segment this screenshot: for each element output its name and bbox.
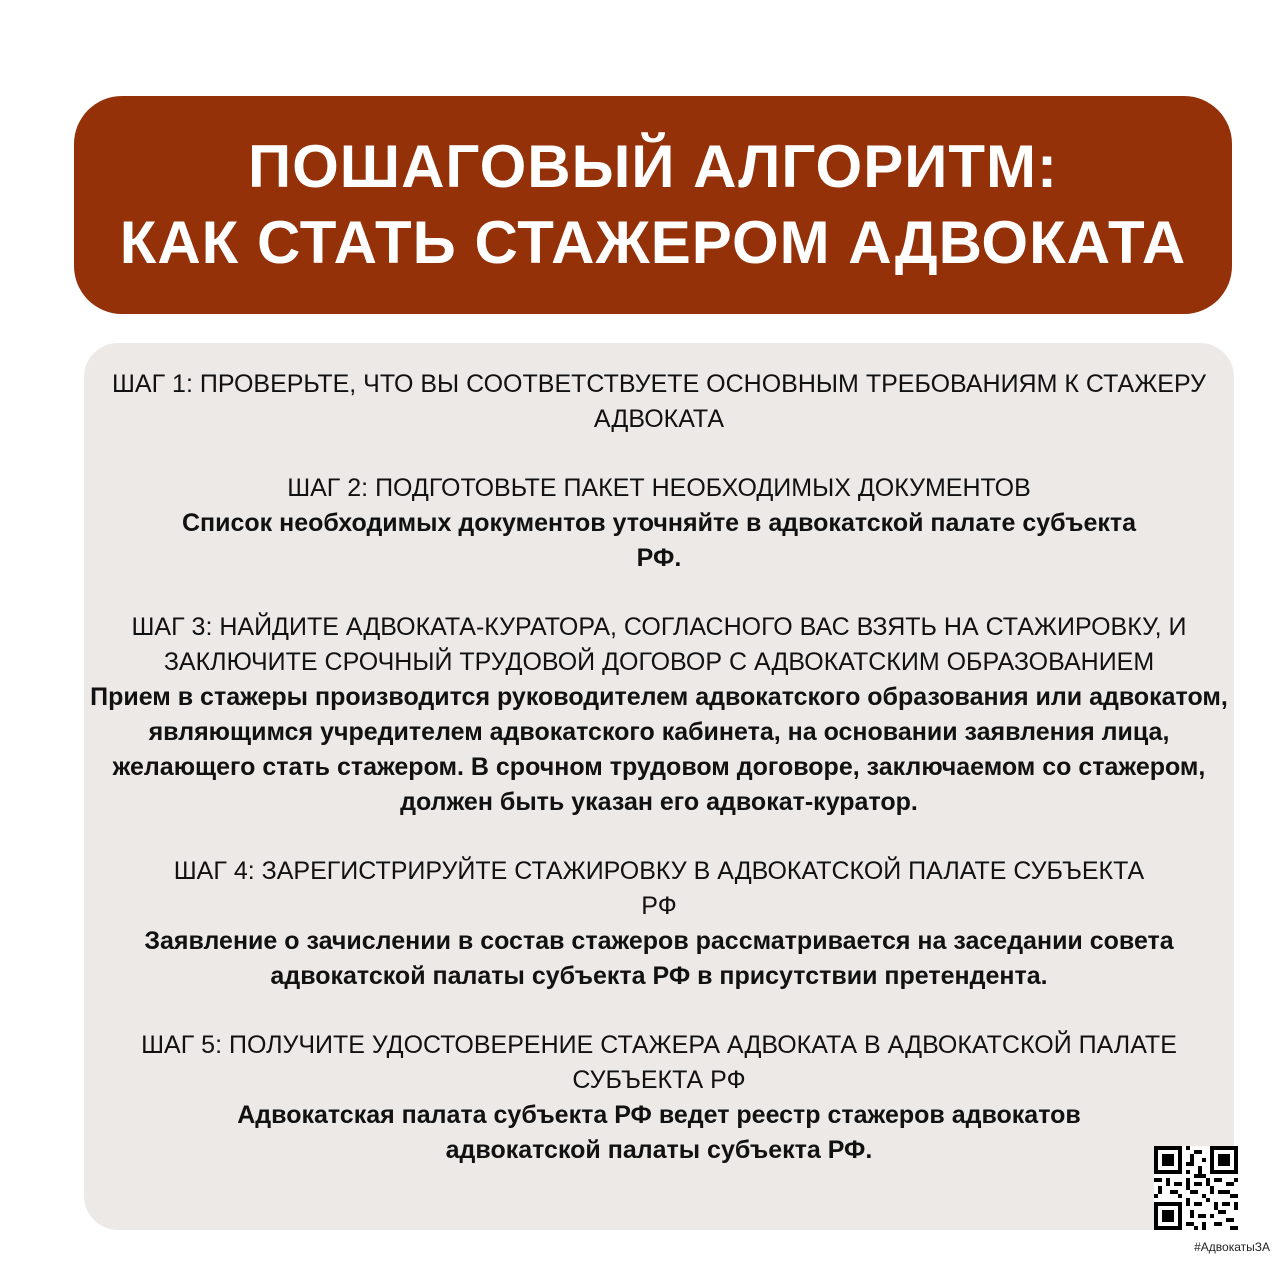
title-line-1: ПОШАГОВЫЙ АЛГОРИТМ: xyxy=(248,133,1058,200)
step-4 xyxy=(84,854,1234,994)
steps-list xyxy=(84,367,1234,1202)
step-5-title: ШАГ 5: ПОЛУЧИТЕ УДОСТОВЕРЕНИЕ СТАЖЕРА АДВОКАТА В АДВОКАТСКОЙ ПАЛАТЕ СУБЪЕКТА РФ xyxy=(141,1031,1177,1094)
step-3-description: Прием в стажеры производится руководителем адвокатского образования или адвокатом, являющимся учредителем адвокатского кабинета, на основании заявления лица, желающего стать стажером. В срочном трудовом договоре, заключаемом со стажером, должен быть указан его адвокат-куратор. xyxy=(90,683,1228,816)
steps-panel xyxy=(84,343,1234,1230)
title-line-2: КАК СТАТЬ СТАЖЕРОМ АДВОКАТА xyxy=(119,209,1187,276)
step-1-title: ШАГ 1: ПРОВЕРЬТЕ, ЧТО ВЫ СООТВЕТСТВУЕТЕ ОСНОВНЫМ ТРЕБОВАНИЯМ К СТАЖЕРУ АДВОКАТА xyxy=(111,370,1206,433)
step-5-description: Адвокатская палата субъекта РФ ведет реестр стажеров адвокатов адвокатской палаты субъекта РФ. xyxy=(237,1101,1081,1164)
qr-code-icon[interactable] xyxy=(1154,1146,1238,1230)
hashtag-label: #АдвокатыЗА xyxy=(1194,1240,1270,1254)
title-banner xyxy=(74,96,1232,314)
step-5 xyxy=(84,1028,1234,1168)
step-4-title: ШАГ 4: ЗАРЕГИСТРИРУЙТЕ СТАЖИРОВКУ В АДВОКАТСКОЙ ПАЛАТЕ СУБЪЕКТА РФ xyxy=(173,857,1145,920)
step-2-description: Список необходимых документов уточняйте в адвокатской палате субъекта РФ. xyxy=(181,509,1137,572)
step-3-title: ШАГ 3: НАЙДИТЕ АДВОКАТА-КУРАТОРА, СОГЛАСНОГО ВАС ВЗЯТЬ НА СТАЖИРОВКУ, И ЗАКЛЮЧИТЕ СРОЧНЫЙ ТРУДОВОЙ ДОГОВОР С АДВОКАТСКИМ ОБРАЗОВАНИЕМ xyxy=(131,613,1187,676)
step-3 xyxy=(84,610,1234,820)
step-4-description: Заявление о зачислении в состав стажеров рассматривается на заседании совета адвокатской палаты субъекта РФ в присутствии претендента. xyxy=(144,927,1174,990)
step-1 xyxy=(84,367,1234,437)
step-2-title: ШАГ 2: ПОДГОТОВЬТЕ ПАКЕТ НЕОБХОДИМЫХ ДОКУМЕНТОВ xyxy=(287,474,1031,502)
step-2 xyxy=(84,471,1234,576)
